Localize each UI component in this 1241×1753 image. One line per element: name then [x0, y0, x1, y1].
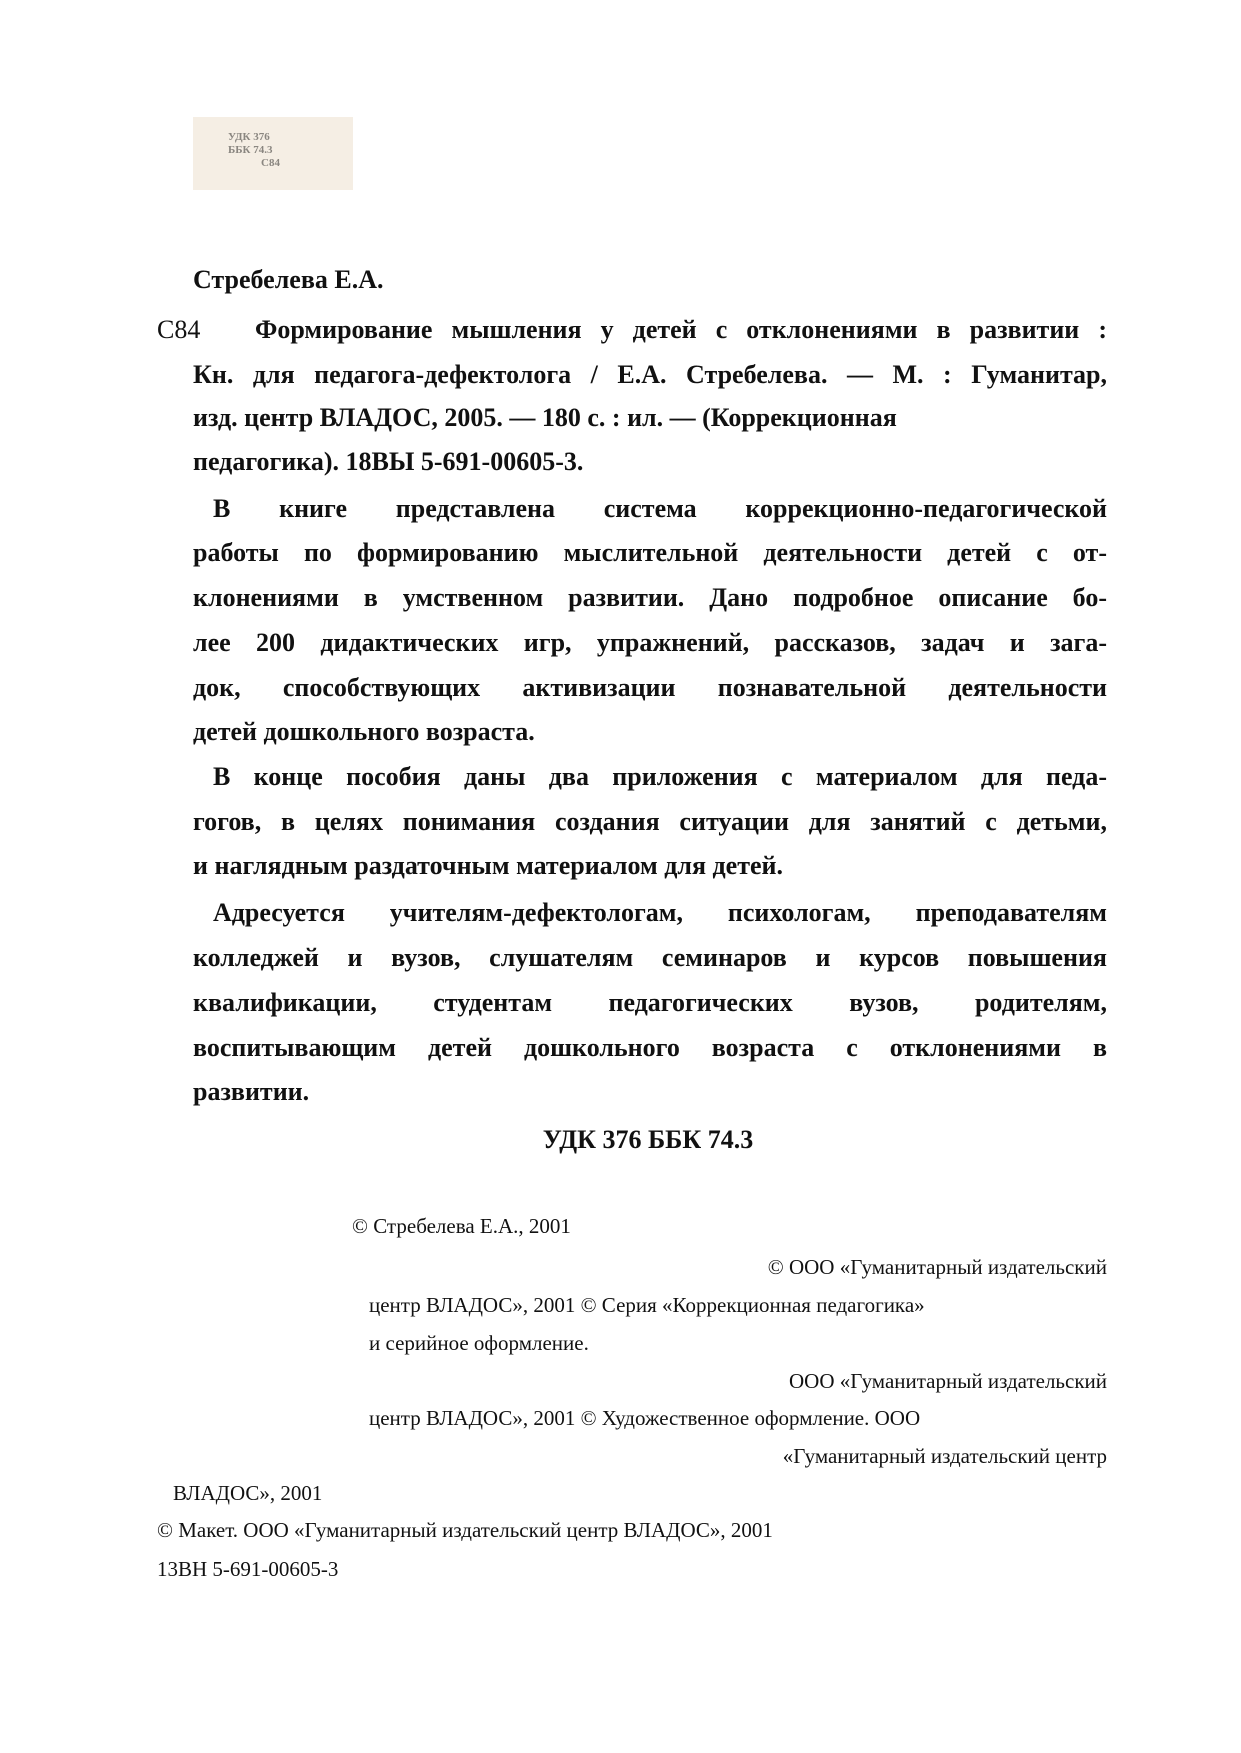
annotation-line: квалификации, студентам педагогических вузов, родителям, — [193, 988, 1107, 1017]
annotation-line: В конце пособия даны два приложения с материалом для педа- — [213, 762, 1107, 791]
bibliography-line: изд. центр ВЛАДОС, 2005. — 180 с. : ил. — (Коррекционная — [193, 403, 897, 432]
copyright-line: © Макет. ООО «Гуманитарный издательский центр ВЛАДОС», 2001 — [157, 1518, 773, 1542]
annotation-line: гогов, в целях понимания создания ситуации для занятий с детьми, — [193, 807, 1107, 836]
copyright-line: центр ВЛАДОС», 2001 © Серия «Коррекционная педагогика» — [369, 1293, 925, 1317]
isbn-line: 13ВН 5-691-00605-3 — [157, 1557, 339, 1581]
library-stamp — [193, 117, 353, 190]
copyright-line: центр ВЛАДОС», 2001 © Художественное оформление. ООО — [369, 1406, 921, 1430]
annotation-line: колледжей и вузов, слушателям семинаров и курсов повышения — [193, 943, 1107, 972]
bibliography-line: педагогика). 18ВЫ 5-691-00605-3. — [193, 447, 584, 476]
annotation-line: В книге представлена система коррекционно-педагогической — [213, 494, 1107, 523]
bibliography-line: Кн. для педагога-дефектолога / Е.А. Стребелева. — М. : Гуманитар, — [193, 360, 1107, 389]
annotation-line: Адресуется учителям-дефектологам, психологам, преподавателям — [213, 898, 1107, 927]
copyright-line: © ООО «Гуманитарный издательский — [767, 1255, 1107, 1279]
annotation-line: детей дошкольного возраста. — [193, 717, 535, 746]
annotation-line: работы по формированию мыслительной деятельности детей с от- — [193, 538, 1107, 567]
catalog-code: С84 — [157, 315, 201, 344]
annotation-line: развитии. — [193, 1077, 310, 1106]
stamp-bbk: ББК 74.3 — [228, 144, 273, 156]
copyright-line: ООО «Гуманитарный издательский — [788, 1369, 1107, 1393]
copyright-line: ВЛАДОС», 2001 — [173, 1481, 323, 1505]
annotation-line: клонениями в умственном развитии. Дано подробное описание бо- — [193, 583, 1107, 612]
classification-codes: УДК 376 ББК 74.3 — [542, 1125, 754, 1154]
bibliography-line: Формирование мышления у детей с отклонениями в развитии : — [255, 315, 1107, 344]
annotation-line: и наглядным раздаточным материалом для детей. — [193, 851, 784, 880]
annotation-line: лее 200 дидактических игр, упражнений, рассказов, задач и зага- — [193, 628, 1107, 657]
stamp-code: С84 — [261, 157, 280, 169]
annotation-line: док, способствующих активизации познавательной деятельности — [193, 673, 1107, 702]
author-name: Стребелева Е.А. — [193, 265, 384, 294]
stamp-udk: УДК 376 — [228, 131, 270, 143]
annotation-line: воспитывающим детей дошкольного возраста с отклонениями в — [193, 1033, 1107, 1062]
copyright-line: © Стребелева Е.А., 2001 — [352, 1214, 571, 1238]
copyright-line: «Гуманитарный издательский центр — [782, 1444, 1107, 1468]
copyright-line: и серийное оформление. — [369, 1331, 589, 1355]
